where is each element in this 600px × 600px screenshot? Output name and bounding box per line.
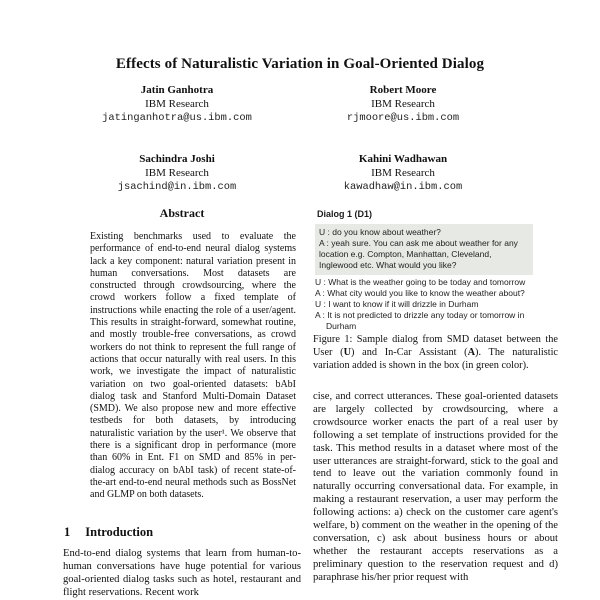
author-block-2 bbox=[303, 83, 503, 126]
abstract-heading: Abstract bbox=[159, 206, 205, 220]
dialog-highlight-box bbox=[315, 224, 533, 275]
author-name: Sachindra Joshi bbox=[139, 153, 215, 165]
introduction-paragraph: End-to-end dialog systems that learn from human-to-human conversations have huge potential for various goal-oriented dialog tasks such as hotel, restaurant and flight reservations. Recent work bbox=[63, 548, 301, 598]
caption-text: ). The naturalistic variation added is shown in the box (in green color). bbox=[313, 347, 558, 371]
author-affiliation: IBM Research bbox=[371, 167, 435, 179]
caption-text: Figure 1: Sample dialog from SMD dataset between the User ( bbox=[313, 334, 558, 358]
dialog-turn: A : It is not predicted to drizzle any today or tomorrow in Durham bbox=[315, 310, 525, 331]
dialog-figure-title: Dialog 1 (D1) bbox=[317, 209, 373, 219]
author-email: rjmoore@us.ibm.com bbox=[346, 112, 460, 124]
paper-title: Effects of Naturalistic Variation in Goal-Oriented Dialog bbox=[115, 56, 485, 72]
author-email: jsachind@in.ibm.com bbox=[117, 181, 237, 193]
author-name: Kahini Wadhawan bbox=[358, 153, 448, 165]
author-name: Robert Moore bbox=[369, 84, 437, 96]
figure-caption bbox=[313, 333, 558, 372]
author-name: Jatin Ganhotra bbox=[140, 84, 214, 96]
author-email: kawadhaw@in.ibm.com bbox=[343, 181, 463, 193]
author-affiliation: IBM Research bbox=[145, 98, 209, 110]
dialog-turn: U : do you know about weather? bbox=[319, 227, 441, 237]
dialog-turn: U : I want to know if it will drizzle in Durham bbox=[315, 299, 479, 309]
author-block-3 bbox=[77, 152, 277, 195]
author-affiliation: IBM Research bbox=[145, 167, 209, 179]
abstract-text: Existing benchmarks used to evaluate the performance of end-to-end neural dialog systems lack a key component: natural variation present in human conversations. Most datasets are constructed through crowdsourcing, where the crowd workers follow a fixed template of instructions while enacting the role of a user/agent. This results in straight-forward, somewhat routine, and mostly trouble-free conversations, as crowd workers do not think to represent the full range of actions that occur naturally with real users. In this work, we investigate the impact of naturalistic variation on two goal-oriented datasets: bAbI dialog task and Stanford Multi-Domain Dataset (SMD). We also propose new and more effective testbeds for both datasets, by introducing naturalistic variation by the user¹. We observe that there is a significant drop in performance (more than 60% in Ent. F1 on SMD and 85% in per-dialog accuracy on bAbI task) of recent state-of-the-art end-to-end neural methods such as BossNet and GLMP on both datasets. bbox=[90, 231, 296, 501]
caption-user-symbol: U bbox=[343, 347, 352, 358]
section-heading-introduction bbox=[64, 525, 302, 540]
caption-text: ) and In-Car Assistant ( bbox=[351, 347, 468, 358]
section-title: Introduction bbox=[85, 525, 154, 539]
dialog-turn: A : yeah sure. You can ask me about weather for any location e.g. Compton, Manhattan, Cleveland, Inglewood etc. What would you like? bbox=[319, 238, 518, 270]
author-block-4 bbox=[303, 152, 503, 195]
right-column-paragraph: cise, and correct utterances. These goal-oriented datasets are largely collected by crowdsourcing, where a crowdsource worker enacts the part of a real user by following a set template of instructions provided for the task. This method results in a dataset where most of the user utterances are straight-forward, stick to the goal and tend to leave out the variation commonly found in naturally occurring conversational data. For example, in making a restaurant reservation, a user may perform the following actions: a) check on the customer care agent's welfare, b) comment on the weather in the opening of the conversation, c) ask about business hours or about whether the restaurant accepts reservations as a preliminary question to the reservation request and d) paraphrase his/her prior request with bbox=[313, 391, 558, 583]
author-affiliation: IBM Research bbox=[371, 98, 435, 110]
section-number: 1 bbox=[64, 525, 71, 539]
dialog-turn: U : What is the weather going to be today and tomorrow bbox=[315, 277, 526, 287]
dialog-unhighlighted-turns bbox=[315, 277, 539, 332]
dialog-turn: A : What city would you like to know the weather about? bbox=[315, 288, 525, 298]
author-block-1 bbox=[77, 83, 277, 126]
caption-assistant-symbol: A bbox=[467, 347, 476, 358]
author-email: jatinganhotra@us.ibm.com bbox=[102, 112, 252, 124]
